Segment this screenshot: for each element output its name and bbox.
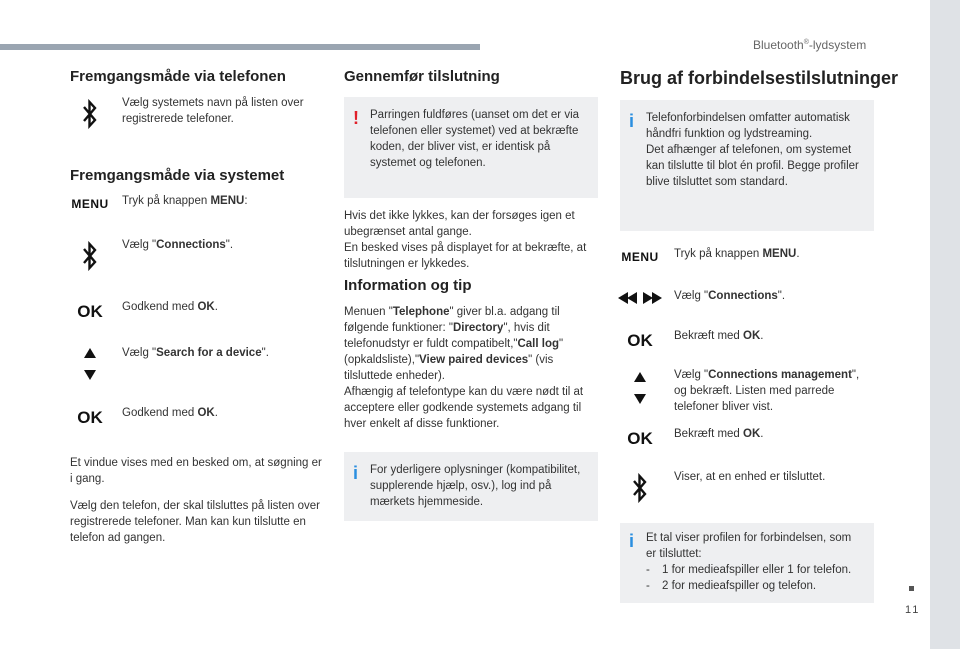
heading-info-tips: Information og tip xyxy=(344,277,472,294)
side-strip xyxy=(930,0,960,649)
step-select-connections-2: Vælg "Connections". xyxy=(616,288,878,308)
list-item: - 2 for medieafspiller og telefon. xyxy=(646,580,817,592)
ok-icon: OK xyxy=(77,302,103,321)
ok-icon: OK xyxy=(627,429,653,448)
step-press-menu-2: MENU Tryk på knappen MENU. xyxy=(621,248,800,264)
paragraph-select-phone: Vælg den telefon, der skal tilsluttes på listen over registrerede telefoner. Man kan kun tilslutte en telefon ad gangen. xyxy=(70,500,320,544)
header-bar xyxy=(0,44,480,50)
up-down-arrows-icon xyxy=(618,367,662,407)
step-device-connected: Viser, at en enhed er tilsluttet. xyxy=(618,469,878,507)
step-connections-management: Vælg "Connections management", og bekræft. Listen med parrede telefoner bliver vist. xyxy=(618,367,878,415)
page-number: 11 xyxy=(905,604,921,616)
info-icon: i xyxy=(629,531,635,551)
page-marker xyxy=(909,586,914,591)
info-icon: i xyxy=(353,463,359,483)
info-box-profiles: i Telefonforbindelsen omfatter automatisk håndfri funktion og lydstreaming. Det afhænger af telefonen, om systemet kan tilslutte til blot én profil. Begge profiler blive tilsluttet som standard. xyxy=(620,100,874,231)
warning-box: ! Parringen fuldføres (uanset om det er via telefonen eller systemet) ved at bekræfte koden, der bliver vist, er identisk på systemet og telefonen. xyxy=(344,97,598,198)
heading-complete-connection: Gennemfør tilslutning xyxy=(344,68,500,85)
paragraph-search-message: Et vindue vises med en besked om, at søgning er i gang. xyxy=(70,457,322,485)
left-right-arrows-icon xyxy=(616,288,664,308)
up-down-arrows-icon xyxy=(68,345,112,383)
step-confirm-ok-3: OK Bekræft med OK. xyxy=(627,330,764,350)
bluetooth-icon xyxy=(618,469,662,507)
menu-icon: MENU xyxy=(71,197,109,211)
section-header: Bluetooth®-lydsystem xyxy=(753,38,867,52)
step-select-system: Vælg systemets navn på listen over registrerede telefoner. xyxy=(68,95,328,133)
paragraph-retry: Hvis det ikke lykkes, kan der forsøges igen et ubegrænset antal gange. En besked vises på displayet for at bekræfte, at tilslutningen er lykkedes. xyxy=(344,210,587,270)
ok-icon: OK xyxy=(77,408,103,427)
step-confirm-ok-1: OK Godkend med OK. xyxy=(77,301,218,321)
warning-icon: ! xyxy=(353,108,359,128)
step-press-menu: MENU Tryk på knappen MENU: xyxy=(71,195,248,211)
info-box-profile-numbers: i Et tal viser profilen for forbindelsen, som er tilsluttet: - 1 for medieafspiller eller 1 for telefon. - 2 for medieafspiller og telefon. xyxy=(620,523,874,603)
step-confirm-ok-2: OK Godkend med OK. xyxy=(77,407,218,427)
step-search-device: Vælg "Search for a device". xyxy=(68,345,328,383)
menu-icon: MENU xyxy=(621,250,659,264)
bluetooth-icon xyxy=(68,237,112,275)
heading-via-system: Fremgangsmåde via systemet xyxy=(70,167,285,184)
list-item: - 1 for medieafspiller eller 1 for telefon. xyxy=(646,564,852,576)
bluetooth-icon xyxy=(68,95,112,133)
paragraph-telephone-menu: Menuen "Telephone" giver bl.a. adgang til følgende funktioner: "Directory", hvis dit telefonudstyr er fuldt compatibelt,"Call log" (opkaldsliste),"View paired devices" (vis tilsluttede enheder). Afhængig af telefontype kan du være nødt til at acceptere eller godkende systemets adgang til hver enkelt af disse funktioner. xyxy=(344,306,584,430)
step-confirm-ok-4: OK Bekræft med OK. xyxy=(627,428,764,448)
info-icon: i xyxy=(629,111,635,131)
info-box-website: i For yderligere oplysninger (kompatibilitet, supplerende hjælp, osv.), log ind på mærkets hjemmeside. xyxy=(344,452,598,521)
step-select-connections: Vælg "Connections". xyxy=(68,237,328,275)
ok-icon: OK xyxy=(627,331,653,350)
heading-use-connections: Brug af forbindelsestilslutninger xyxy=(620,68,899,88)
heading-via-phone: Fremgangsmåde via telefonen xyxy=(70,68,286,85)
